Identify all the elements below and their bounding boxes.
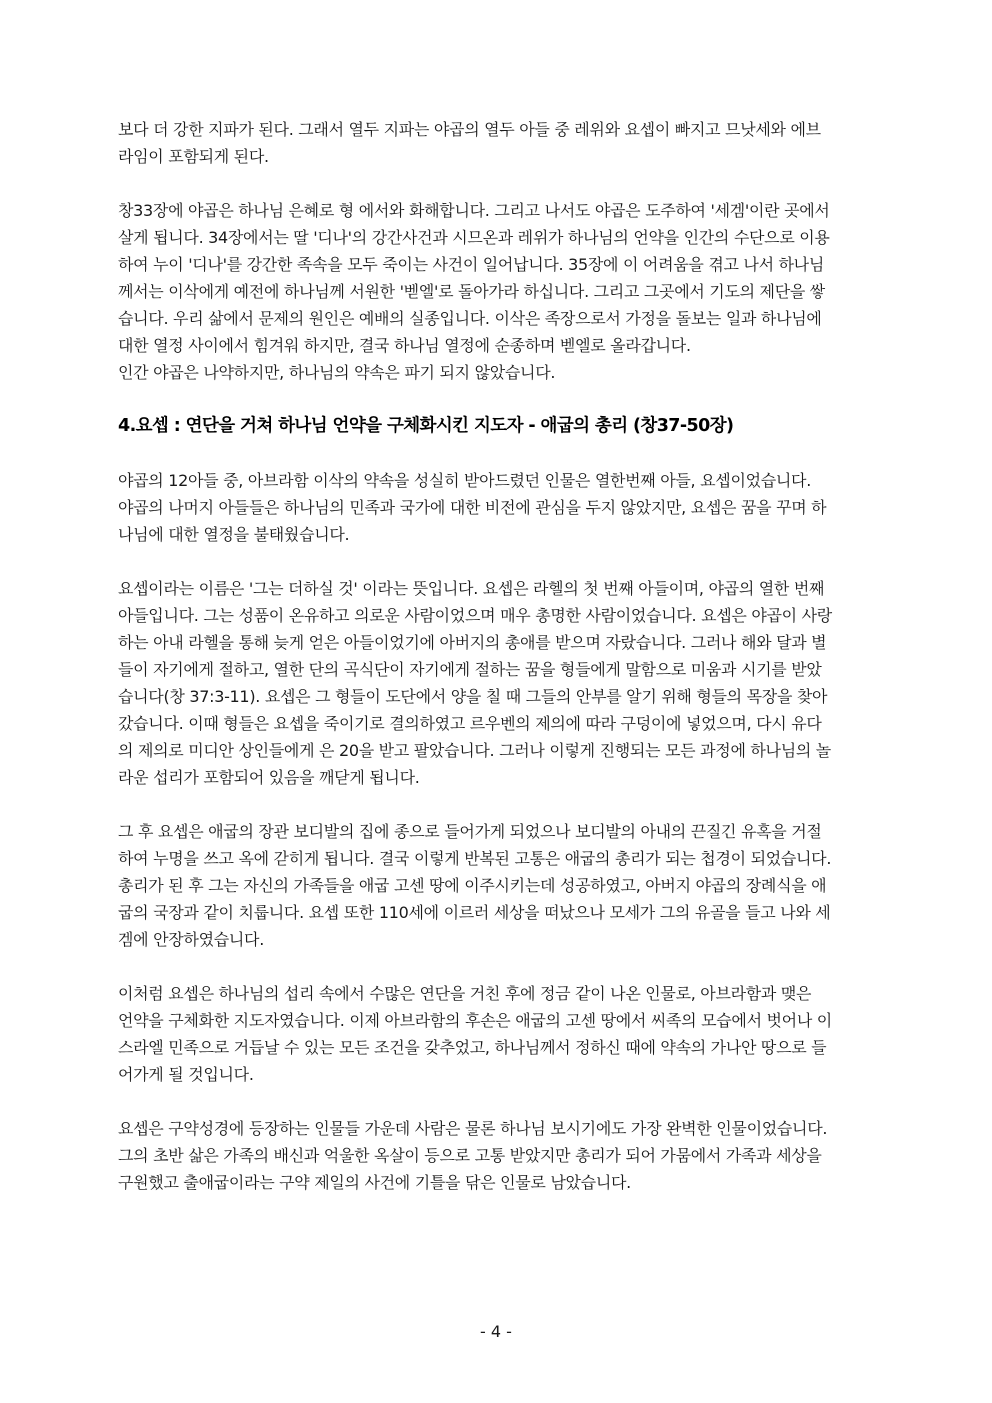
text-line: 이처럼 요셉은 하나님의 섭리 속에서 수많은 연단을 거친 후에 정금 같이 나온 인물로, 아브라함과 맺은 <box>118 984 812 1003</box>
paragraph-joseph-summary <box>118 980 874 1088</box>
paragraph-joseph-egypt <box>118 818 874 953</box>
text-line: 야곱의 12아들 중, 아브라함 이삭의 약속을 성실히 받아드렸던 인물은 열한번째 아들, 요셉이었습니다. <box>118 471 812 490</box>
text-line: 겜에 안장하였습니다. <box>118 930 264 949</box>
text-line: 하는 아내 라헬을 통해 늦게 얻은 아들이었기에 아버지의 총애를 받으며 자랐습니다. 그러나 해와 달과 별 <box>118 633 827 652</box>
section-heading: 4.요셉 : 연단을 거쳐 하나님 언약을 구체화시킨 지도자 - 애굽의 총리 (창37-50장) <box>118 416 734 436</box>
text-line: 요셉은 구약성경에 등장하는 인물들 가운데 사람은 물론 하나님 보시기에도 가장 완벽한 인물이었습니다. <box>118 1119 828 1138</box>
text-line: 갔습니다. 이때 형들은 요셉을 죽이기로 결의하였고 르우벤의 제의에 따라 구덩이에 넣었으며, 다시 유다 <box>118 714 822 733</box>
document-body <box>118 116 874 1223</box>
text-line: 습니다. 우리 삶에서 문제의 원인은 예배의 실종입니다. 이삭은 족장으로서 가정을 돌보는 일과 하나님에 <box>118 309 822 328</box>
text-line: 들이 자기에게 절하고, 열한 단의 곡식단이 자기에게 절하는 꿈을 형들에게 말함으로 미움과 시기를 받았 <box>118 660 822 679</box>
paragraph-joseph-intro <box>118 467 874 548</box>
text-line: 요셉이라는 이름은 '그는 더하실 것' 이라는 뜻입니다. 요셉은 라헬의 첫 번째 아들이며, 야곱의 열한 번째 <box>118 579 825 598</box>
text-line: 창33장에 야곱은 하나님 은혜로 형 에서와 화해합니다. 그리고 나서도 야곱은 도주하여 '세겜'이란 곳에서 <box>118 201 830 220</box>
text-line: 스라엘 민족으로 거듭날 수 있는 모든 조건을 갖추었고, 하나님께서 정하신 때에 약속의 가나안 땅으로 들 <box>118 1038 827 1057</box>
text-line: 하여 누명을 쓰고 옥에 갇히게 됩니다. 결국 이렇게 반복된 고통은 애굽의 총리가 되는 첩경이 되었습니다. <box>118 849 832 868</box>
text-line: 인간 야곱은 나약하지만, 하나님의 약속은 파기 되지 않았습니다. <box>118 363 556 382</box>
paragraph-tribes <box>118 116 874 170</box>
text-line: 아들입니다. 그는 성품이 온유하고 의로운 사람이었으며 매우 총명한 사람이었습니다. 요셉은 야곱이 사랑 <box>118 606 832 625</box>
text-line: 구원했고 출애굽이라는 구약 제일의 사건에 기틀을 닦은 인물로 남았습니다. <box>118 1173 631 1192</box>
text-line: 언약을 구체화한 지도자였습니다. 이제 아브라함의 후손은 애굽의 고센 땅에서 씨족의 모습에서 벗어나 이 <box>118 1011 832 1030</box>
text-line: 하여 누이 '디나'를 강간한 족속을 모두 죽이는 사건이 일어납니다. 35장에 이 어려움을 겪고 나서 하나님 <box>118 255 824 274</box>
paragraph-joseph-legacy <box>118 1115 874 1196</box>
text-line: 습니다(창 37:3-11). 요셉은 그 형들이 도단에서 양을 칠 때 그들의 안부를 알기 위해 형들의 목장을 찾아 <box>118 687 828 706</box>
text-line: 나님에 대한 열정을 불태웠습니다. <box>118 525 350 544</box>
text-line: 의 제의로 미디안 상인들에게 은 20을 받고 팔았습니다. 그러나 이렇게 진행되는 모든 과정에 하나님의 놀 <box>118 741 831 760</box>
text-line: 살게 됩니다. 34장에서는 딸 '디나'의 강간사건과 시므온과 레위가 하나님의 언약을 인간의 수단으로 이용 <box>118 228 830 247</box>
text-line: 굽의 국장과 같이 치룹니다. 요셉 또한 110세에 이르러 세상을 떠났으나 모세가 그의 유골을 들고 나와 세 <box>118 903 831 922</box>
text-line: 어가게 될 것입니다. <box>118 1065 254 1084</box>
text-line: 라운 섭리가 포함되어 있음을 깨닫게 됩니다. <box>118 768 420 787</box>
paragraph-jacob <box>118 197 874 386</box>
paragraph-joseph-name <box>118 575 874 791</box>
text-line: 대한 열정 사이에서 힘겨워 하지만, 결국 하나님 열정에 순종하며 벧엘로 올라갑니다. <box>118 336 691 355</box>
text-line: 그 후 요셉은 애굽의 장관 보디발의 집에 종으로 들어가게 되었으나 보디발의 아내의 끈질긴 유혹을 거절 <box>118 822 822 841</box>
text-line: 께서는 이삭에게 예전에 하나님께 서원한 '벧엘'로 돌아가라 하십니다. 그리고 그곳에서 기도의 제단을 쌓 <box>118 282 825 301</box>
text-line: 그의 초반 삶은 가족의 배신과 억울한 옥살이 등으로 고통 받았지만 총리가 되어 가뭄에서 가족과 세상을 <box>118 1146 822 1165</box>
text-line: 총리가 된 후 그는 자신의 가족들을 애굽 고센 땅에 이주시키는데 성공하였고, 아버지 야곱의 장례식을 애 <box>118 876 827 895</box>
text-line: 보다 더 강한 지파가 된다. 그래서 열두 지파는 야곱의 열두 아들 중 레위와 요셉이 빠지고 므낫세와 에브 <box>118 120 821 139</box>
text-line: 야곱의 나머지 아들들은 하나님의 민족과 국가에 대한 비전에 관심을 두지 않았지만, 요셉은 꿈을 꾸며 하 <box>118 498 827 517</box>
page-number: - 4 - <box>480 1322 512 1341</box>
text-line: 라임이 포함되게 된다. <box>118 147 269 166</box>
